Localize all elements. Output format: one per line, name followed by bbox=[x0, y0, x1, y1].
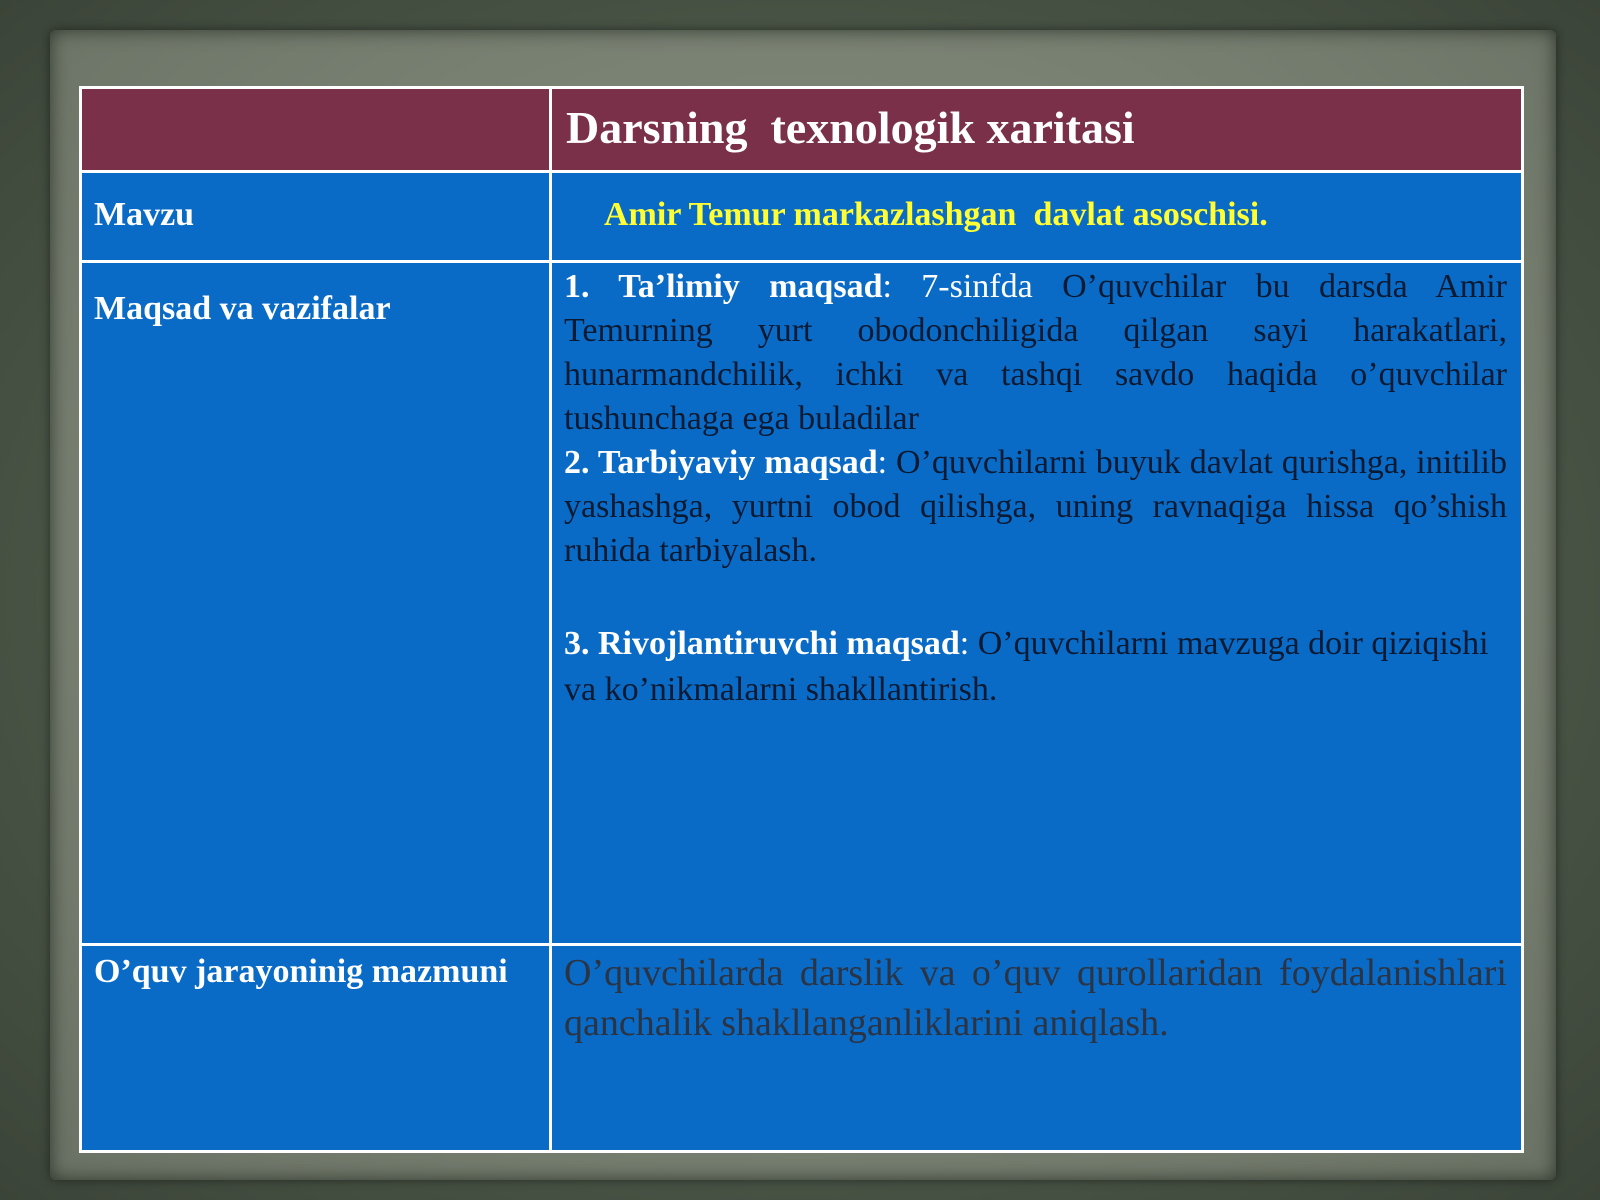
topic-label: Mavzu bbox=[94, 196, 195, 233]
goal-item-developmental bbox=[564, 621, 1507, 713]
table-row bbox=[81, 262, 1523, 945]
content-value-cell bbox=[551, 945, 1523, 1152]
goal-separator: : bbox=[877, 444, 888, 481]
goal-label: 2. Tarbiyaviy maqsad bbox=[564, 444, 878, 481]
goal-text: O’quvchilarni buyuk davlat qurishga, initilib yashashga, yurtni obod qilishga, uning ravnaqiga hissa qo’shish ruhida tarbiyalash. bbox=[564, 444, 1507, 569]
goals-value-cell bbox=[551, 262, 1523, 945]
goal-item-educational bbox=[564, 265, 1507, 441]
goals-label: Maqsad va vazifalar bbox=[94, 290, 391, 327]
content-label: O’quv jarayoninig mazmuni bbox=[94, 953, 508, 990]
page-title: Darsning texnologik xaritasi bbox=[566, 102, 1135, 153]
goals-list bbox=[552, 263, 1521, 713]
table-header-row bbox=[81, 88, 1523, 172]
goal-item-upbringing bbox=[564, 441, 1507, 573]
topic-value: Amir Temur markazlashgan davlat asoschisi. bbox=[604, 196, 1268, 233]
goal-separator: : bbox=[882, 268, 892, 305]
goal-label: 3. Rivojlantiruvchi maqsad bbox=[564, 625, 960, 662]
table-row bbox=[81, 172, 1523, 262]
content-label-cell bbox=[81, 945, 551, 1152]
goal-grade: 7-sinfda bbox=[891, 268, 1063, 305]
goal-separator: : bbox=[959, 625, 970, 662]
technology-map-table bbox=[79, 86, 1524, 1153]
goal-text: O’quvchilarni mavzuga doir qiziqishi va ko’nikmalarni shakllantirish. bbox=[564, 625, 1489, 708]
goal-label: 1. Ta’limiy maqsad bbox=[564, 268, 883, 305]
topic-label-cell bbox=[81, 172, 551, 262]
topic-value-cell bbox=[551, 172, 1523, 262]
goal-text: O’quvchilar bu darsda Amir Temurning yurt obodonchiligida qilgan sayi harakatlari, hunarmandchilik, ichki va tashqi savdo haqida o’quvchilar tushunchaga ega buladilar bbox=[564, 268, 1507, 437]
content-value: O’quvchilarda darslik va o’quv qurollaridan foydalanishlari qanchalik shakllanganliklarini aniqlash. bbox=[564, 952, 1507, 1044]
table-row bbox=[81, 945, 1523, 1152]
goals-label-cell bbox=[81, 262, 551, 945]
header-title-cell bbox=[551, 88, 1523, 172]
header-empty-cell bbox=[81, 88, 551, 172]
